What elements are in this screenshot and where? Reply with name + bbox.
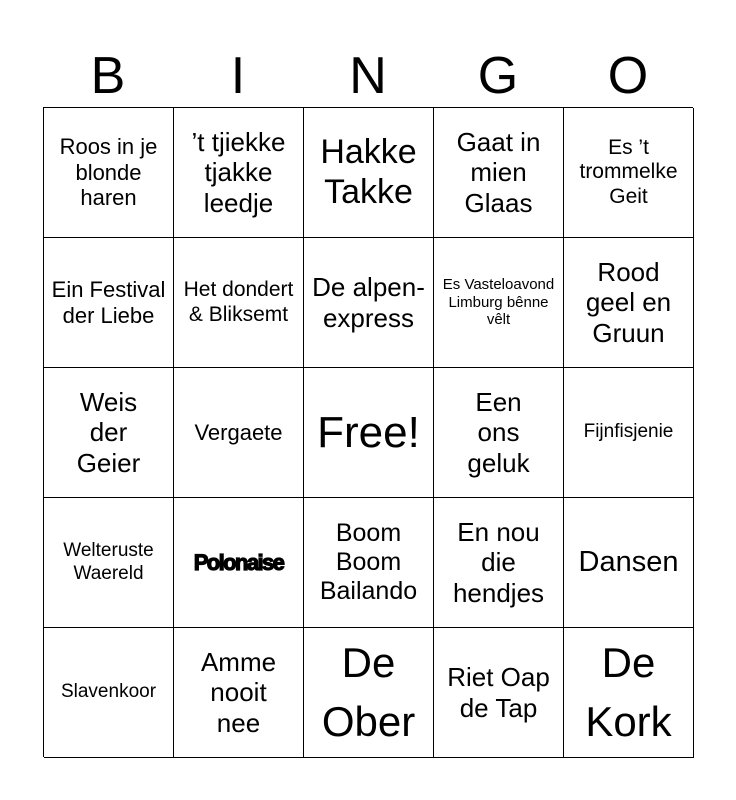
- bingo-cell[interactable]: [174, 498, 304, 628]
- bingo-cell-free[interactable]: [304, 368, 434, 498]
- bingo-cell[interactable]: [174, 108, 304, 238]
- bingo-cell[interactable]: [44, 628, 174, 758]
- free-label: Free!: [317, 407, 420, 457]
- cell-label: Roos in je blonde haren: [59, 134, 158, 211]
- cell-label: Ein Festival der Liebe: [51, 276, 166, 328]
- bingo-cell[interactable]: [44, 368, 174, 498]
- bingo-cell[interactable]: [564, 238, 694, 368]
- bingo-cell[interactable]: [434, 238, 564, 368]
- cell-label: Polonaise: [193, 549, 284, 575]
- bingo-cell[interactable]: [434, 498, 564, 628]
- cell-label: De Ober: [321, 638, 416, 745]
- cell-label: Het dondert & Bliksemt: [183, 278, 294, 326]
- bingo-cell[interactable]: [304, 498, 434, 628]
- cell-label: Riet Oap de Tap: [447, 662, 550, 723]
- cell-label: Vergaete: [194, 419, 283, 445]
- cell-label: Amme nooit nee: [200, 647, 277, 738]
- bingo-cell[interactable]: [564, 368, 694, 498]
- cell-label: Hakke Takke: [320, 133, 417, 211]
- cell-label: Gaat in mien Glaas: [456, 127, 541, 218]
- cell-label: Boom Boom Bailando: [319, 519, 418, 605]
- cell-label: De alpen-express: [312, 272, 425, 333]
- header-letter-b: B: [90, 47, 126, 105]
- bingo-cell[interactable]: [434, 368, 564, 498]
- bingo-cell[interactable]: [44, 498, 174, 628]
- bingo-header: [43, 44, 693, 108]
- cell-label: Es ’t trommelke Geit: [579, 135, 678, 208]
- bingo-cell[interactable]: [304, 628, 434, 758]
- cell-label: De Kork: [585, 638, 672, 745]
- header-letter-n: N: [349, 47, 387, 105]
- bingo-cell[interactable]: [434, 108, 564, 238]
- bingo-cell[interactable]: [174, 368, 304, 498]
- cell-label: ’t tjiekke tjakke leedje: [191, 127, 286, 218]
- cell-label: Welteruste Waereld: [63, 540, 154, 584]
- bingo-cell[interactable]: [174, 628, 304, 758]
- bingo-cell[interactable]: [434, 628, 564, 758]
- bingo-cell[interactable]: [44, 238, 174, 368]
- bingo-cell[interactable]: [44, 108, 174, 238]
- bingo-cell[interactable]: [564, 628, 694, 758]
- bingo-cell[interactable]: [304, 108, 434, 238]
- header-letter-o: O: [607, 47, 649, 105]
- header-letter-g: G: [477, 47, 519, 105]
- cell-label: Dansen: [578, 545, 679, 578]
- cell-label: En nou die hendjes: [452, 517, 545, 608]
- bingo-cell[interactable]: [564, 498, 694, 628]
- cell-label: Een ons geluk: [467, 387, 530, 478]
- cell-label: Es Vasteloavond Limburg bênne vêlt: [442, 276, 555, 329]
- cell-label: Slavenkoor: [60, 681, 157, 703]
- bingo-cell[interactable]: [174, 238, 304, 368]
- bingo-cell[interactable]: [304, 238, 434, 368]
- cell-label: Weis der Geier: [76, 387, 141, 478]
- cell-label: Rood geel en Gruun: [585, 257, 672, 348]
- cell-label: Fijnfisjenie: [583, 421, 674, 443]
- header-letter-i: I: [230, 47, 246, 105]
- bingo-cell[interactable]: [564, 108, 694, 238]
- bingo-board: [43, 107, 693, 757]
